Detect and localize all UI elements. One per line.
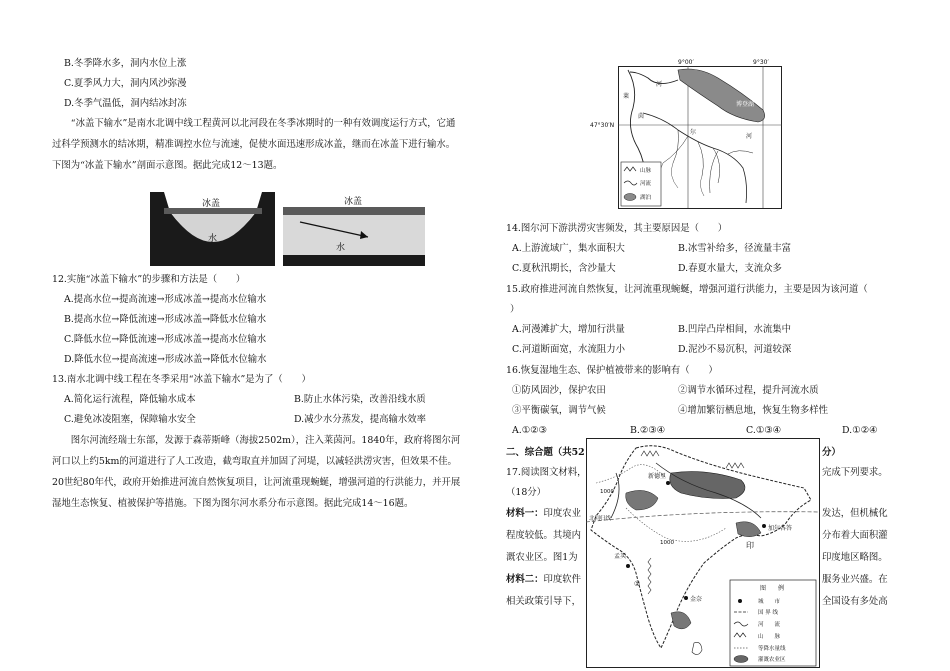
cross-section-diagram bbox=[150, 192, 275, 266]
q12-option-c[interactable]: C.降低水位→降低流速→形成冰盖→提高水位输水 bbox=[64, 334, 267, 345]
legend-irrigated-icon bbox=[734, 656, 748, 663]
city-mumbai-dot bbox=[626, 564, 630, 568]
m1-text-a: 印度农业 bbox=[543, 508, 582, 519]
legend-isohyet: 等降水量线 bbox=[758, 646, 786, 652]
legend-title: 图 例 bbox=[760, 585, 785, 592]
q13-option-b[interactable]: B.防止水体污染，改善沿线水质 bbox=[294, 394, 426, 405]
q17-m1-line3-start: 溉农业区。图1为 bbox=[506, 552, 578, 563]
q17-m1-line2-start: 程度较低。其境内 bbox=[506, 530, 582, 541]
legend-city-icon bbox=[738, 599, 742, 603]
q16-item-2: ②调节水循环过程，提升河流水质 bbox=[678, 385, 819, 396]
legend-lake: 湖泊 bbox=[640, 195, 652, 201]
ice-intro-paragraph: “冰盖下输水”是南水北调中线工程黄河以北河段在冬季冰期时的一种有效调度运行方式，它通过科学预测水的结冰期，精准调控水位与流速，促使水面迅速形成冰盖，继而在冰盖下进行输水。下图为“冰盖下输水”剖面示意图。据此完成12～13题。 bbox=[52, 118, 456, 171]
city-kolkata-dot bbox=[762, 524, 766, 528]
q12-stem: 12.实施“冰盖下输水”的步骤和方法是（ ） bbox=[52, 274, 246, 285]
q14-option-a[interactable]: A.上游流域广，集水面积大 bbox=[512, 243, 625, 254]
tropic-label: 北回归线 bbox=[589, 516, 612, 522]
q14-option-b[interactable]: B.冰雪补给多，径流量丰富 bbox=[678, 243, 791, 254]
isohyet-label-2: 1000 bbox=[600, 489, 614, 495]
ice-cover-diagram bbox=[150, 192, 425, 266]
q16-stem: 16.恢复湿地生态、保护植被带来的影响有（ ） bbox=[506, 365, 718, 376]
diagram-water-label-left: 水 bbox=[208, 234, 218, 244]
india-map bbox=[586, 438, 820, 668]
q17-score: （18分） bbox=[506, 487, 547, 498]
q17-m1-line1 bbox=[506, 507, 581, 520]
legend-river: 河 流 bbox=[758, 622, 781, 628]
q15-stem: 15.政府推进河流自然恢复，让河流重现蜿蜒，增强河道行洪能力，主要是因为该河道（ bbox=[506, 284, 868, 295]
marker-1: ① bbox=[634, 580, 641, 588]
tour-label-b: 河 bbox=[746, 133, 753, 140]
tour-river-paragraph: 图尔河流经瑞士东部，发源于森蒂斯峰（海拔2502m），注入莱茵河。1840年，政府将图尔河河口以上约5km的河道进行了人工改造，截弯取直并加固了河堤，以减轻洪涝灾害，但效果不佳。20世纪80年代，政府开始推进河流自然恢复项目，让河流重现蜿蜒，增强河道的行洪能力，并开展湿地生态恢复、植被保护等措施。下图为图尔河水系分布示意图。据此完成14～16题。 bbox=[52, 435, 461, 509]
q17-m1-line3-end: 印度地区略图。 bbox=[822, 552, 888, 563]
legend-irrigated: 灌溉农业区 bbox=[758, 657, 786, 663]
q15-stem-end: ） bbox=[510, 304, 520, 315]
city-newdelhi: 新德里 bbox=[648, 473, 667, 480]
q11-option-c[interactable]: C.夏季风力大，洞内风沙弥漫 bbox=[64, 78, 187, 89]
city-chennai: 金奈 bbox=[690, 596, 703, 603]
q15-option-d[interactable]: D.泥沙不易沉积，河道较深 bbox=[678, 344, 792, 355]
q14-option-d[interactable]: D.春夏水量大，支流众多 bbox=[678, 263, 782, 274]
q17-m2-line2-end: 全国设有多处高 bbox=[822, 596, 888, 607]
q17-m1-line1-end: 发达，但机械化 bbox=[822, 508, 888, 519]
q13-stem: 13.南水北调中线工程在冬季采用“冰盖下输水”是为了（ ） bbox=[52, 374, 311, 385]
q13-option-d[interactable]: D.减少水分蒸发，提高输水效率 bbox=[294, 414, 427, 425]
lat-label: 47°30′N bbox=[590, 122, 615, 129]
diagram-ice-label-right: 冰盖 bbox=[344, 197, 363, 207]
q14-option-c[interactable]: C.夏秋汛期长，含沙量大 bbox=[512, 263, 616, 274]
q16-option-b[interactable]: B.②③④ bbox=[630, 425, 666, 436]
q16-item-1: ①防风固沙，保护农田 bbox=[512, 385, 606, 396]
region-label: 印 bbox=[746, 541, 754, 550]
q15-option-a[interactable]: A.河漫滩扩大，增加行洪量 bbox=[512, 324, 625, 335]
legend-river: 河流 bbox=[640, 181, 652, 187]
rhine-label-c: 茵 bbox=[638, 113, 645, 120]
rhine-label-a: 莱 bbox=[623, 93, 630, 100]
q12-option-a[interactable]: A.提高水位→提高流速→形成冰盖→提高水位输水 bbox=[64, 294, 267, 305]
q17-m2-line2-start: 相关政策引导下， bbox=[506, 596, 582, 607]
sri-lanka bbox=[692, 642, 702, 654]
m2-text-a: 印度软件 bbox=[543, 574, 582, 585]
q11-option-d[interactable]: D.冬季气温低，洞内结冰封冻 bbox=[64, 98, 187, 109]
isohyet-label-1: 1000 bbox=[660, 540, 674, 546]
lake-label: 博登湖 bbox=[736, 101, 755, 108]
material-2-label: 材料二： bbox=[506, 574, 544, 585]
legend-mountain: 山 脉 bbox=[758, 634, 781, 640]
legend-border: 国 界 线 bbox=[758, 610, 778, 616]
q16-option-d[interactable]: D.①②④ bbox=[842, 425, 878, 436]
q17-m1-line2-end: 分布着大面积灌 bbox=[822, 530, 888, 541]
q12-option-d[interactable]: D.降低水位→提高流速→形成冰盖→降低水位输水 bbox=[64, 354, 267, 365]
tour-label-a: 尔 bbox=[690, 129, 697, 136]
city-newdelhi-dot bbox=[666, 481, 670, 485]
city-mumbai: 孟买 bbox=[614, 553, 627, 560]
q16-item-3: ③平衡碳氧，调节气候 bbox=[512, 405, 606, 416]
q13-option-a[interactable]: A.简化运行流程，降低输水成本 bbox=[64, 394, 196, 405]
q12-option-b[interactable]: B.提高水位→降低流速→形成冰盖→降低水位输水 bbox=[64, 314, 267, 325]
lon1-label: 9°00′ bbox=[678, 59, 694, 66]
legend-city: 城 市 bbox=[758, 599, 781, 605]
q15-option-b[interactable]: B.凹岸凸岸相间，水流集中 bbox=[678, 324, 791, 335]
lake-icon bbox=[624, 194, 636, 201]
lon2-label: 9°30′ bbox=[753, 59, 769, 66]
q11-option-b[interactable]: B.冬季降水多，洞内水位上涨 bbox=[64, 58, 187, 69]
longitudinal-diagram bbox=[283, 195, 425, 266]
q16-item-4: ④增加繁衍栖息地，恢复生物多样性 bbox=[678, 405, 829, 416]
material-1-label: 材料一： bbox=[506, 508, 544, 519]
q17-m2-line1 bbox=[506, 573, 581, 586]
rhine-label-b: 河 bbox=[656, 81, 663, 88]
q16-option-c[interactable]: C.①③④ bbox=[746, 425, 782, 436]
city-kolkata: 加尔各答 bbox=[768, 525, 793, 532]
q17-stem-start: 17.阅读图文材料， bbox=[506, 467, 587, 478]
q17-stem-end: 完成下列要求。 bbox=[822, 467, 888, 478]
section-2-title-end: 分） bbox=[822, 447, 841, 458]
q13-option-c[interactable]: C.避免冰凌阻塞，保障输水安全 bbox=[64, 414, 196, 425]
q16-option-a[interactable]: A.①②③ bbox=[512, 425, 547, 436]
diagram-ice-label-left: 冰盖 bbox=[202, 199, 221, 209]
diagram-water-label-right: 水 bbox=[336, 243, 346, 253]
city-chennai-dot bbox=[684, 596, 688, 600]
q15-option-c[interactable]: C.河道断面宽，水流阻力小 bbox=[512, 344, 625, 355]
q14-stem: 14.图尔河下游洪涝灾害频发，其主要原因是（ ） bbox=[506, 223, 728, 234]
section-2-title: 二、综合题（共52 bbox=[506, 447, 585, 458]
legend-mountain: 山脉 bbox=[640, 168, 652, 174]
tour-river-map bbox=[590, 58, 783, 210]
q17-m2-line1-end: 服务业兴盛。在 bbox=[822, 574, 888, 585]
